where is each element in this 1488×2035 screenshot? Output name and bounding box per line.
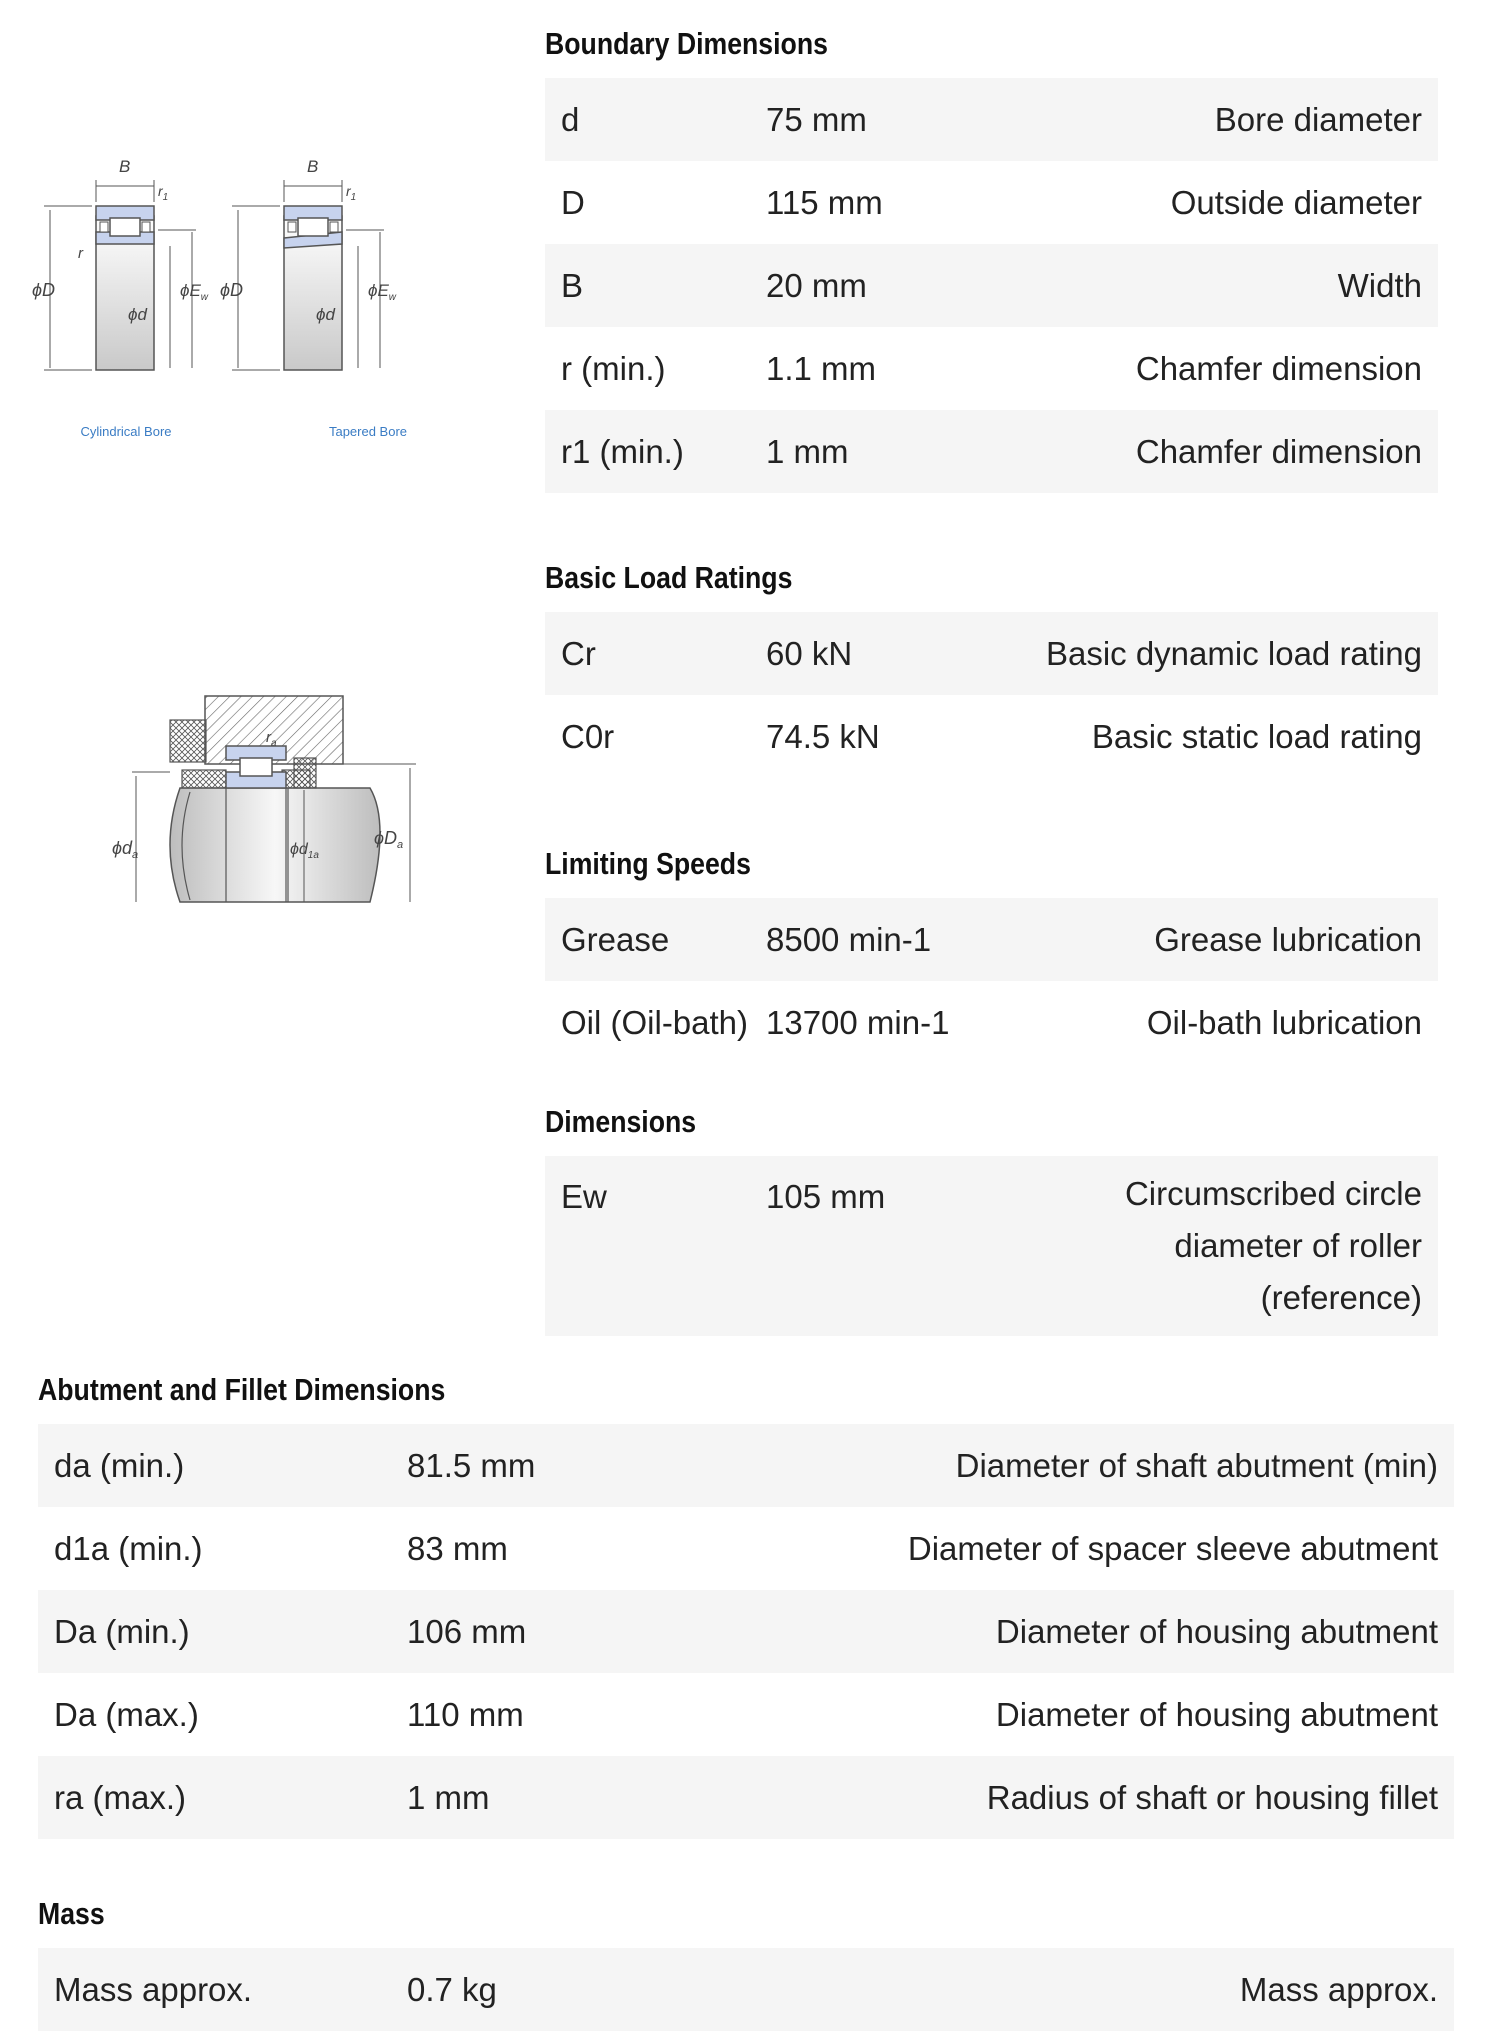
label-B: B bbox=[119, 157, 131, 176]
label-ra: r bbox=[266, 729, 271, 746]
abutment-fillet-title: Abutment and Fillet Dimensions bbox=[38, 1372, 446, 1407]
table-row: r1 (min.) 1 mm Chamfer dimension bbox=[545, 410, 1438, 493]
cylindrical-bore-figure bbox=[32, 157, 209, 370]
dimensions-table bbox=[545, 1156, 1438, 1336]
table-row: C0r 74.5 kN Basic static load rating bbox=[545, 695, 1438, 778]
load-ratings-table bbox=[545, 612, 1438, 778]
svg-text:r1: $r_1$ bbox=[158, 183, 169, 203]
table-row: Oil (Oil-bath) 13700 min-1 Oil-bath lubrication bbox=[545, 981, 1438, 1064]
table-row: ra (max.) 1 mm Radius of shaft or housing fillet bbox=[38, 1756, 1454, 1839]
label-r1: r bbox=[158, 183, 163, 199]
label-phiDa: ϕD bbox=[374, 828, 398, 848]
table-row: B 20 mm Width bbox=[545, 244, 1438, 327]
table-row: Mass approx. 0.7 kg Mass approx. bbox=[38, 1948, 1454, 2031]
table-row: Grease 8500 min-1 Grease lubrication bbox=[545, 898, 1438, 981]
boundary-dimensions-table bbox=[545, 78, 1438, 493]
label-phiD-cyl: ϕD bbox=[32, 280, 56, 300]
label-phid-tap: ϕd bbox=[316, 305, 335, 324]
svg-text:r1: $r_1$ bbox=[346, 183, 357, 203]
label-phid-cyl: ϕd bbox=[128, 305, 147, 324]
abutment-mounting-diagram bbox=[110, 680, 440, 920]
abutment-fillet-table bbox=[38, 1424, 1454, 1839]
cylindrical-bore-caption: Cylindrical Bore bbox=[80, 424, 172, 439]
svg-text:ϕDa: $\phi D_a$ bbox=[374, 828, 404, 851]
mass-table bbox=[38, 1948, 1454, 2031]
table-row: da (min.) 81.5 mm Diameter of shaft abutment (min) bbox=[38, 1424, 1454, 1507]
limiting-speeds-title: Limiting Speeds bbox=[545, 846, 751, 881]
table-row: d1a (min.) 83 mm Diameter of spacer sleeve abutment bbox=[38, 1507, 1454, 1590]
label-phiEw-cyl: ϕE bbox=[180, 281, 201, 300]
svg-text:ra: $r_a$ bbox=[266, 729, 277, 749]
table-row: Da (min.) 106 mm Diameter of housing abutment bbox=[38, 1590, 1454, 1673]
boundary-dimensions-title: Boundary Dimensions bbox=[545, 26, 828, 61]
mounting-figure bbox=[112, 696, 416, 902]
label-r: r bbox=[78, 245, 83, 262]
label-phid1a: ϕd bbox=[290, 841, 308, 858]
label-phiEw-tap: ϕE bbox=[368, 281, 389, 300]
table-row: Da (max.) 110 mm Diameter of housing abutment bbox=[38, 1673, 1454, 1756]
svg-text:ϕEw: $\phi E_w$ bbox=[368, 281, 397, 303]
mass-title: Mass bbox=[38, 1896, 105, 1931]
label-r1-tap: r bbox=[346, 183, 351, 199]
tapered-bore-figure bbox=[220, 157, 397, 370]
table-row: Cr 60 kN Basic dynamic load rating bbox=[545, 612, 1438, 695]
limiting-speeds-table bbox=[545, 898, 1438, 1064]
table-row: Ew 105 mm Circumscribed circle diameter of roller (reference) bbox=[545, 1156, 1438, 1336]
dimensions-title: Dimensions bbox=[545, 1104, 697, 1139]
svg-text:ϕda: $\phi d_a$ bbox=[112, 838, 139, 861]
svg-text:ϕd1a: $\phi d_{1a}$ bbox=[290, 841, 319, 861]
tapered-bore-caption: Tapered Bore bbox=[328, 424, 408, 439]
table-row: r (min.) 1.1 mm Chamfer dimension bbox=[545, 327, 1438, 410]
table-row: D 115 mm Outside diameter bbox=[545, 161, 1438, 244]
svg-text:ϕEw: $\phi E_w$ bbox=[180, 281, 209, 303]
label-phida: ϕd bbox=[112, 838, 133, 858]
table-row: d 75 mm Bore diameter bbox=[545, 78, 1438, 161]
load-ratings-title: Basic Load Ratings bbox=[545, 560, 793, 595]
label-phiD-tap: ϕD bbox=[220, 280, 244, 300]
bearing-dimensions-diagram bbox=[30, 140, 500, 450]
label-B-tap: B bbox=[307, 157, 319, 176]
